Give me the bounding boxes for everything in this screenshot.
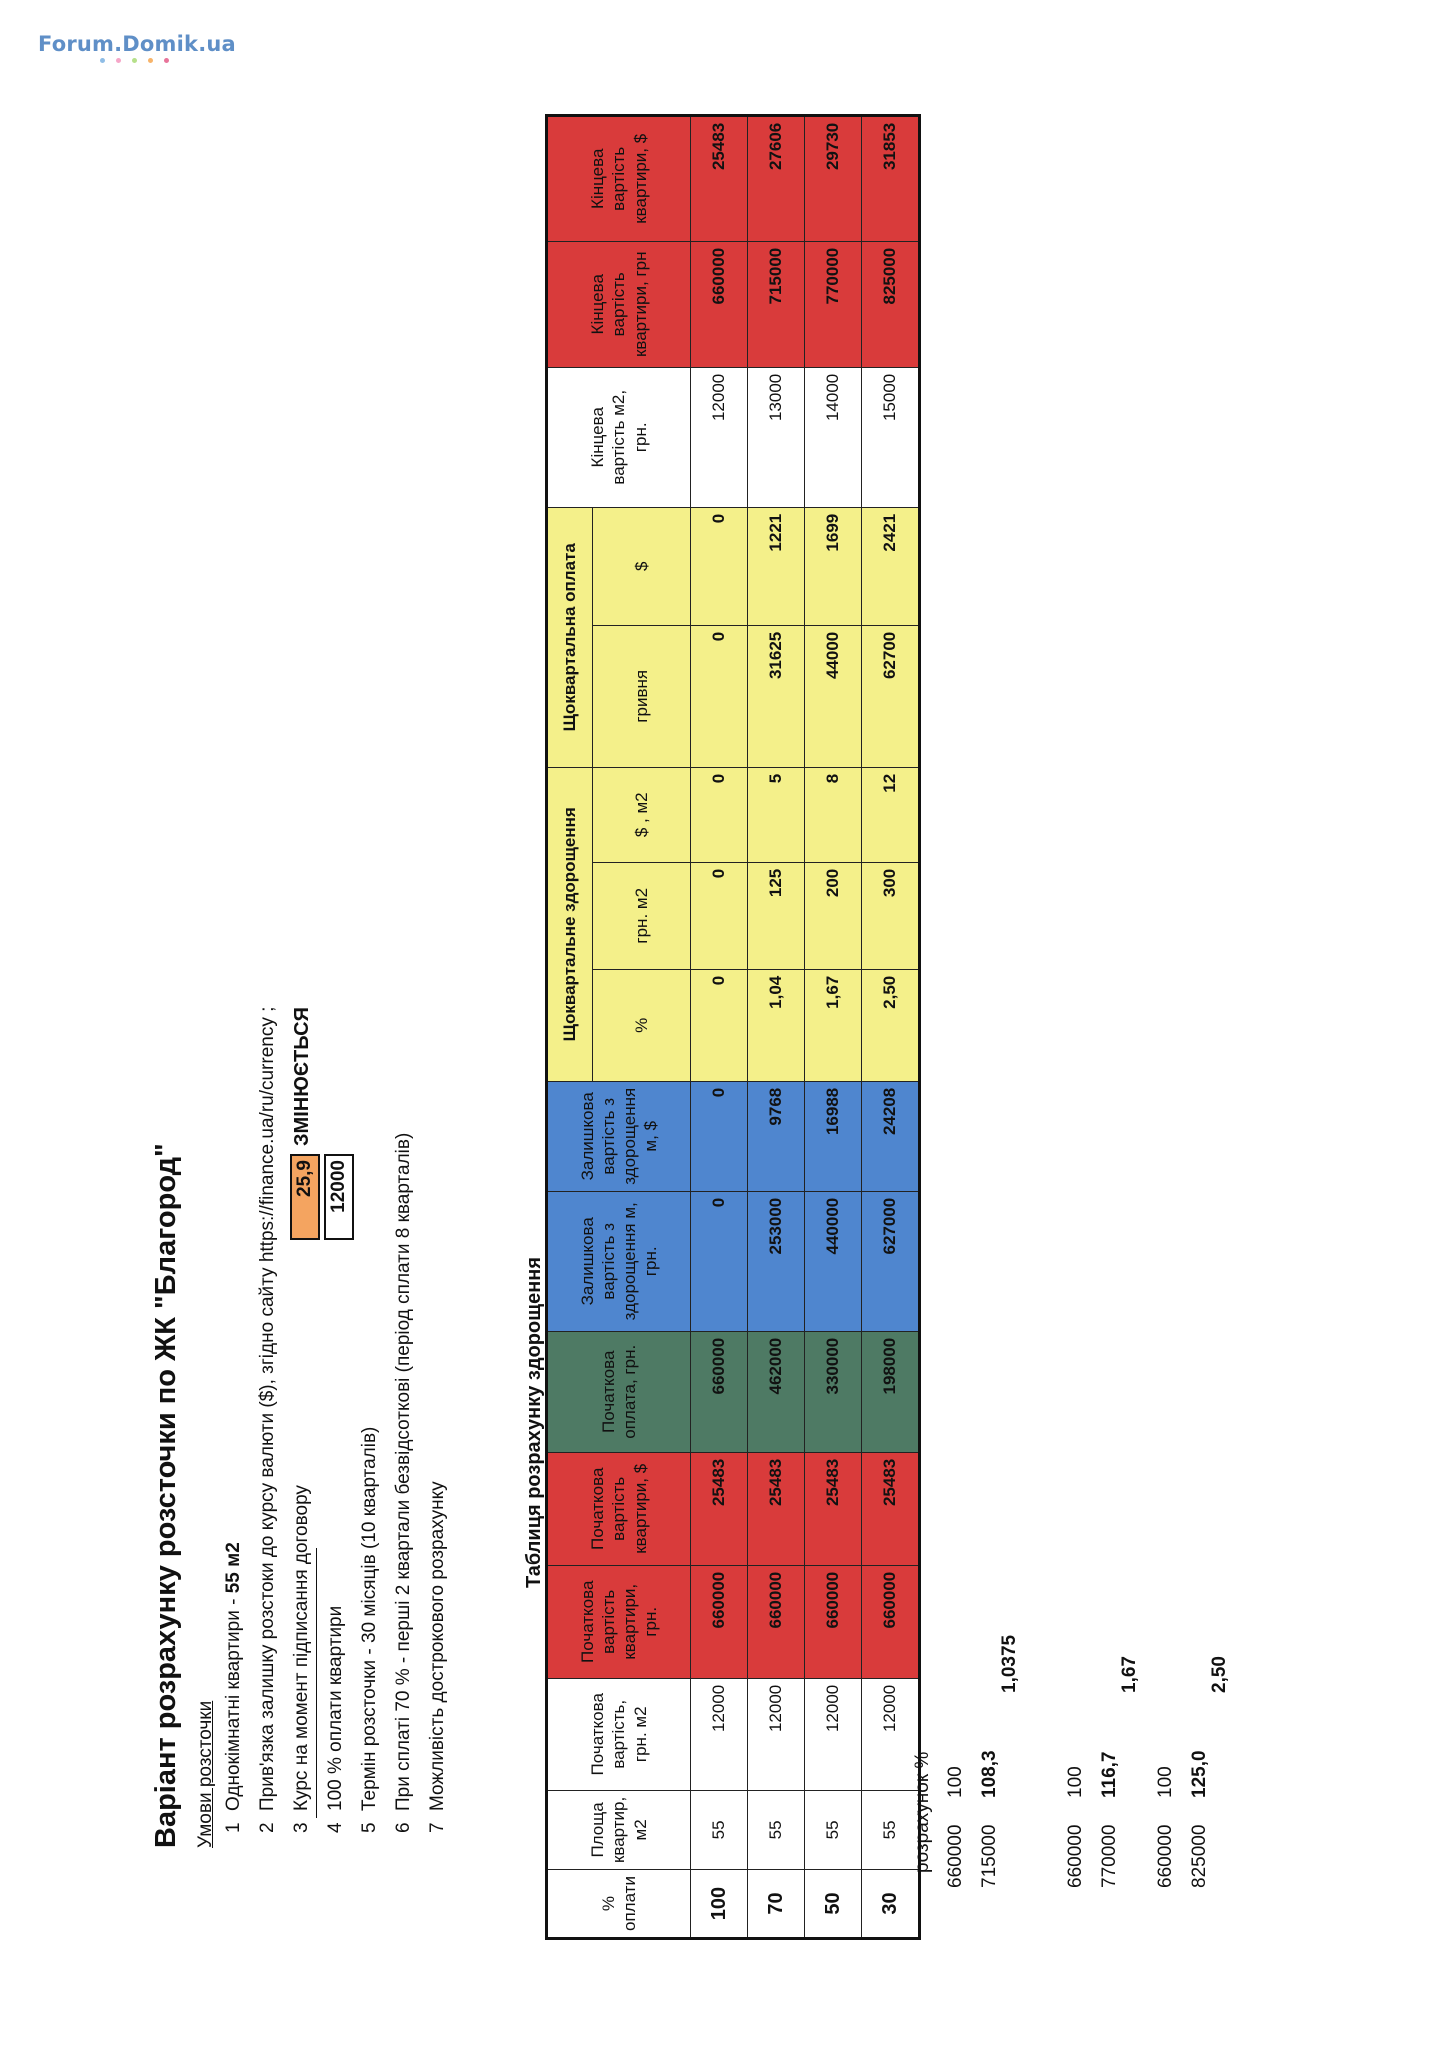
cell-final-sqm: 12000 <box>691 367 748 507</box>
condition-item <box>325 1606 347 1833</box>
condition-item <box>427 1481 449 1833</box>
header-pct-payment: % оплати <box>547 1870 691 1939</box>
cell-rise-pct: 1,67 <box>805 969 862 1081</box>
percent-calculation-heading: розрахунок % <box>912 1751 933 1873</box>
calc-final-pct: 108,3 <box>979 1750 1000 1798</box>
cell-final-usd: 25483 <box>691 115 748 241</box>
header-final-price-sqm: Кінцева вартість м2, грн. <box>547 367 691 507</box>
cell-pct: 50 <box>805 1870 862 1939</box>
condition-number: 1 <box>223 1822 244 1833</box>
cell-final-uah: 660000 <box>691 241 748 367</box>
exchange-rate-cell: 25,9 <box>290 1154 320 1240</box>
table-row <box>748 115 805 1938</box>
cell-pct: 30 <box>862 1870 920 1939</box>
header-rise-usd-m2: $ , м2 <box>593 767 691 862</box>
cell-rise-pct: 1,04 <box>748 969 805 1081</box>
cell-final-uah: 825000 <box>862 241 920 367</box>
cell-rise-uah-m2: 125 <box>748 862 805 969</box>
calc-final-pct: 125,0 <box>1189 1750 1210 1798</box>
cell-cost-uah: 660000 <box>748 1565 805 1678</box>
cell-remaining-usd: 16988 <box>805 1081 862 1191</box>
calc-result: 1,67 <box>1119 1656 1140 1693</box>
cell-price-sqm: 12000 <box>691 1678 748 1790</box>
cell-area: 55 <box>805 1790 862 1869</box>
cell-pct: 70 <box>748 1870 805 1939</box>
watermark-text: Forum.Domik.ua <box>38 32 236 56</box>
cell-remaining-usd: 24208 <box>862 1081 920 1191</box>
condition-number: 3 <box>291 1822 312 1833</box>
cell-final-usd: 27606 <box>748 115 805 241</box>
cell-pay-usd: 0 <box>691 507 748 625</box>
rate-changes-label: ЗМІНЮЄТЬСЯ <box>291 1007 313 1146</box>
condition-item <box>223 1542 245 1833</box>
header-rise-pct: % <box>593 969 691 1081</box>
table-row <box>862 115 920 1938</box>
calc-final-value: 770000 <box>1099 1824 1120 1888</box>
condition-number: 5 <box>359 1822 380 1833</box>
header-rise-uah-m2: грн. м2 <box>593 862 691 969</box>
calc-result: 2,50 <box>1209 1656 1230 1693</box>
calc-base-value: 660000 <box>1065 1824 1086 1888</box>
cell-price-sqm: 12000 <box>805 1678 862 1790</box>
document-title: Варіант розрахунку розсточки по ЖК "Благород" <box>150 1143 182 1848</box>
cell-price-sqm: 12000 <box>862 1678 920 1790</box>
cell-rise-usd-m2: 12 <box>862 767 920 862</box>
cell-pay-uah: 62700 <box>862 625 920 767</box>
cell-pay-usd: 1699 <box>805 507 862 625</box>
cell-area: 55 <box>748 1790 805 1869</box>
cell-rise-uah-m2: 200 <box>805 862 862 969</box>
cell-remaining-uah: 440000 <box>805 1191 862 1331</box>
table-header-row <box>547 115 593 1938</box>
cell-remaining-usd: 9768 <box>748 1081 805 1191</box>
header-pay-uah: гривня <box>593 625 691 767</box>
condition-item <box>291 1485 313 1833</box>
condition-number: 2 <box>257 1822 278 1833</box>
cell-final-sqm: 13000 <box>748 367 805 507</box>
calc-result: 1,0375 <box>999 1634 1020 1693</box>
cell-rise-pct: 0 <box>691 969 748 1081</box>
cell-initial-payment: 330000 <box>805 1331 862 1452</box>
header-remaining-uah: Залишкова вартість з здорощення м, грн. <box>547 1191 691 1331</box>
condition-number: 7 <box>427 1822 448 1833</box>
header-remaining-usd: Залишкова вартість з здорощення м, $ <box>547 1081 691 1191</box>
cell-final-uah: 770000 <box>805 241 862 367</box>
contract-rate-underline <box>316 1548 317 1818</box>
cell-cost-uah: 660000 <box>805 1565 862 1678</box>
cell-remaining-uah: 627000 <box>862 1191 920 1331</box>
calc-final-value: 715000 <box>979 1824 1000 1888</box>
cell-pay-uah: 31625 <box>748 625 805 767</box>
calc-base-value: 660000 <box>945 1824 966 1888</box>
header-initial-cost-uah: Початкова вартість квартири, грн. <box>547 1565 691 1678</box>
cell-rise-uah-m2: 300 <box>862 862 920 969</box>
condition-text: 100 % оплати квартири <box>325 1605 346 1811</box>
condition-text: Прив'язка залишку розстоки до курсу валюти ($), згідно сайту https://finance.ua/ru/currency ; <box>257 1006 278 1811</box>
header-initial-payment: Початкова оплата, грн. <box>547 1331 691 1452</box>
cell-price-sqm: 12000 <box>748 1678 805 1790</box>
cell-final-sqm: 15000 <box>862 367 920 507</box>
percent-calculation-block <box>912 1634 1065 1888</box>
cell-cost-uah: 660000 <box>691 1565 748 1678</box>
cell-final-sqm: 14000 <box>805 367 862 507</box>
table-title: Таблиця розрахунку здорощення <box>523 1256 545 1588</box>
cell-cost-uah: 660000 <box>862 1565 920 1678</box>
cell-initial-payment: 462000 <box>748 1331 805 1452</box>
condition-item <box>257 1007 279 1833</box>
cell-rise-uah-m2: 0 <box>691 862 748 969</box>
condition-text: При сплаті 70 % - перші 2 квартали безвідсоткові (період сплати 8 кварталів) <box>393 1132 414 1811</box>
condition-number: 4 <box>325 1822 346 1833</box>
cell-remaining-usd: 0 <box>691 1081 748 1191</box>
header-initial-price-sqm: Початкова вартість, грн. м2 <box>547 1678 691 1790</box>
cell-pay-usd: 1221 <box>748 507 805 625</box>
condition-text: Можливість дострокового розрахунку <box>427 1481 448 1811</box>
calc-final-value: 825000 <box>1189 1824 1210 1888</box>
cell-cost-usd: 25483 <box>748 1452 805 1565</box>
calc-final-pct: 116,7 <box>1099 1751 1120 1798</box>
cell-remaining-uah: 0 <box>691 1191 748 1331</box>
cell-cost-usd: 25483 <box>805 1452 862 1565</box>
cell-initial-payment: 660000 <box>691 1331 748 1452</box>
condition-bold: 55 м2 <box>223 1542 244 1594</box>
cell-initial-payment: 198000 <box>862 1331 920 1452</box>
header-final-cost-usd: Кінцева вартість квартири, $ <box>547 115 691 241</box>
condition-text: Однокімнатні квартири - <box>223 1593 244 1811</box>
calc-base-pct: 100 <box>945 1766 966 1798</box>
calculation-table <box>545 114 921 1940</box>
conditions-heading: Умови розсточки <box>195 1700 216 1848</box>
cell-final-uah: 715000 <box>748 241 805 367</box>
condition-text: Курс на момент підписання договору <box>291 1485 312 1811</box>
cell-area: 55 <box>691 1790 748 1869</box>
cell-rise-pct: 2,50 <box>862 969 920 1081</box>
condition-item <box>393 1133 415 1833</box>
cell-cost-usd: 25483 <box>691 1452 748 1565</box>
calc-base-pct: 100 <box>1155 1766 1176 1798</box>
cell-pay-usd: 2421 <box>862 507 920 625</box>
cell-remaining-uah: 253000 <box>748 1191 805 1331</box>
cell-rise-usd-m2: 0 <box>691 767 748 862</box>
calc-base-pct: 100 <box>1065 1766 1086 1798</box>
cell-pay-uah: 0 <box>691 625 748 767</box>
table-row <box>691 115 748 1938</box>
condition-item <box>359 1427 381 1833</box>
cell-area: 55 <box>862 1790 920 1869</box>
header-group-quarterly-payment: Щоквартальна оплата <box>547 507 593 767</box>
cell-pay-uah: 44000 <box>805 625 862 767</box>
calc-base-value: 660000 <box>1155 1824 1176 1888</box>
header-group-quarterly-rise: Щоквартальне здорощення <box>547 767 593 1081</box>
header-area: Площа квартир, м2 <box>547 1790 691 1869</box>
price-per-sqm-cell: 12000 <box>324 1154 354 1240</box>
cell-final-usd: 31853 <box>862 115 920 241</box>
header-final-cost-uah: Кінцева вартість квартири, грн <box>547 241 691 367</box>
cell-cost-usd: 25483 <box>862 1452 920 1565</box>
cell-final-usd: 29730 <box>805 115 862 241</box>
cell-rise-usd-m2: 8 <box>805 767 862 862</box>
table-row <box>805 115 862 1938</box>
header-pay-usd: $ <box>593 507 691 625</box>
cell-rise-usd-m2: 5 <box>748 767 805 862</box>
cell-pct: 100 <box>691 1870 748 1939</box>
condition-text: Термін розсточки - 30 місяців (10 кварталів) <box>359 1426 380 1811</box>
condition-number: 6 <box>393 1822 414 1833</box>
header-initial-cost-usd: Початкова вартість квартири, $ <box>547 1452 691 1565</box>
